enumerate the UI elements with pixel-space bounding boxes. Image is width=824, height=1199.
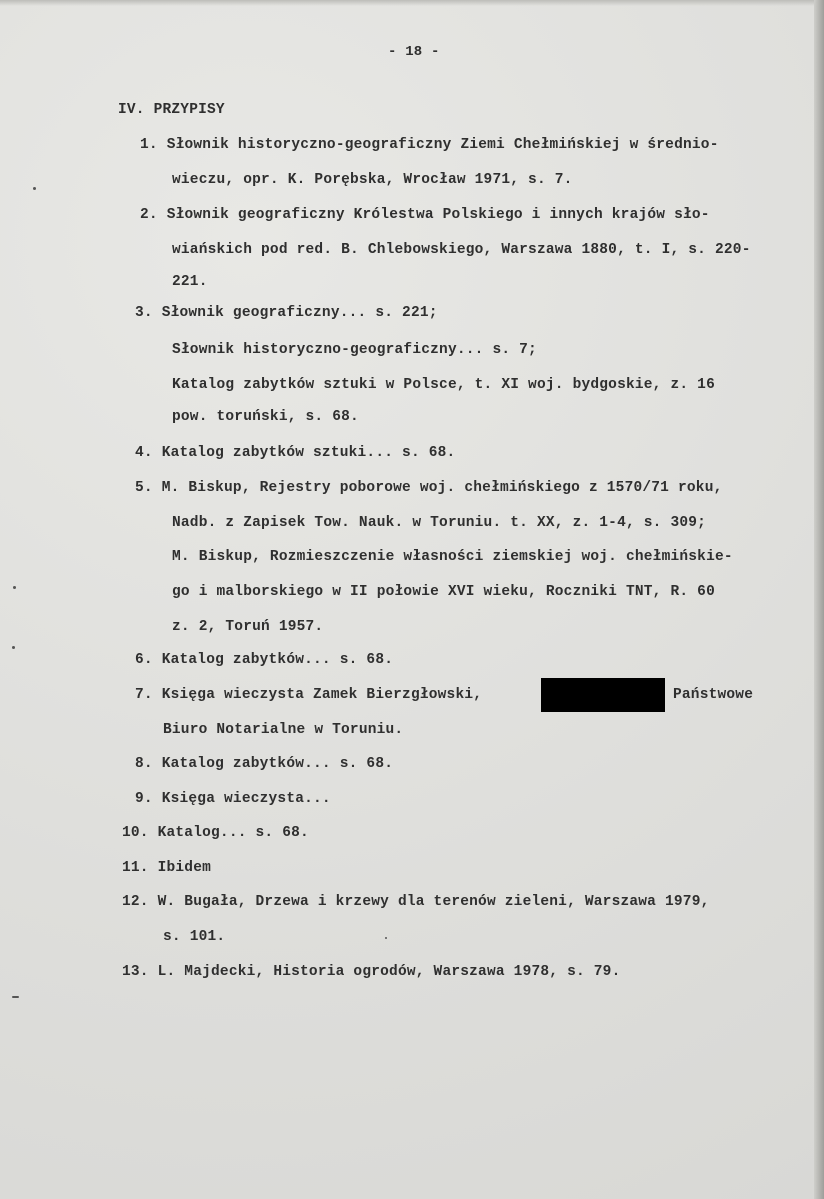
footnote-line: 3. Słownik geograficzny... s. 221; [135,305,438,321]
section-heading: IV. PRZYPISY [118,102,225,118]
page-right-edge [814,0,824,1199]
footnote-line: 4. Katalog zabytków sztuki... s. 68. [135,445,456,461]
footnote-line: Słownik historyczno-geograficzny... s. 7; [172,342,537,358]
footnote-line: s. 101. [163,929,226,945]
redaction-bar [541,678,665,712]
footnote-line: 1. Słownik historyczno-geograficzny Ziemi Chełmińskiej w średnio- [140,137,719,153]
scan-speck [13,586,16,589]
footnote-line: Nadb. z Zapisek Tow. Nauk. w Toruniu. t. XX, z. 1-4, s. 309; [172,515,707,531]
footnote-line: go i malborskiego w II połowie XVI wieku, Roczniki TNT, R. 60 [172,584,715,600]
footnote-line: pow. toruński, s. 68. [172,409,359,425]
footnote-line: 7. Księga wieczysta Zamek Bierzgłowski, [135,687,483,703]
page-top-shadow [0,0,824,6]
scan-speck [385,937,387,939]
footnote-line: M. Biskup, Rozmieszczenie własności ziemskiej woj. chełmińskie- [172,549,733,565]
footnote-line: Państwowe [673,687,754,703]
footnote-line: 11. Ibidem [122,860,212,876]
page-number: - 18 - [388,44,440,60]
footnote-line: 8. Katalog zabytków... s. 68. [135,756,394,772]
footnote-line: 5. M. Biskup, Rejestry poborowe woj. chełmińskiego z 1570/71 roku, [135,480,723,496]
scan-speck [12,646,15,649]
footnote-line: wieczu, opr. K. Porębska, Wrocław 1971, s. 7. [172,172,573,188]
footnote-line: 9. Księga wieczysta... [135,791,331,807]
footnote-line: 10. Katalog... s. 68. [122,825,309,841]
scan-speck [33,187,36,190]
footnote-line: 6. Katalog zabytków... s. 68. [135,652,394,668]
scan-speck [12,996,19,998]
footnote-line: 12. W. Bugała, Drzewa i krzewy dla terenów zieleni, Warszawa 1979, [122,894,710,910]
footnote-line: Biuro Notarialne w Toruniu. [163,722,404,738]
footnote-line: wiańskich pod red. B. Chlebowskiego, Warszawa 1880, t. I, s. 220- [172,242,751,258]
footnote-line: 13. L. Majdecki, Historia ogrodów, Warszawa 1978, s. 79. [122,964,621,980]
footnote-line: Katalog zabytków sztuki w Polsce, t. XI woj. bydgoskie, z. 16 [172,377,715,393]
footnote-line: 221. [172,274,208,290]
footnote-line: z. 2, Toruń 1957. [172,619,324,635]
footnote-line: 2. Słownik geograficzny Królestwa Polskiego i innych krajów sło- [140,207,710,223]
